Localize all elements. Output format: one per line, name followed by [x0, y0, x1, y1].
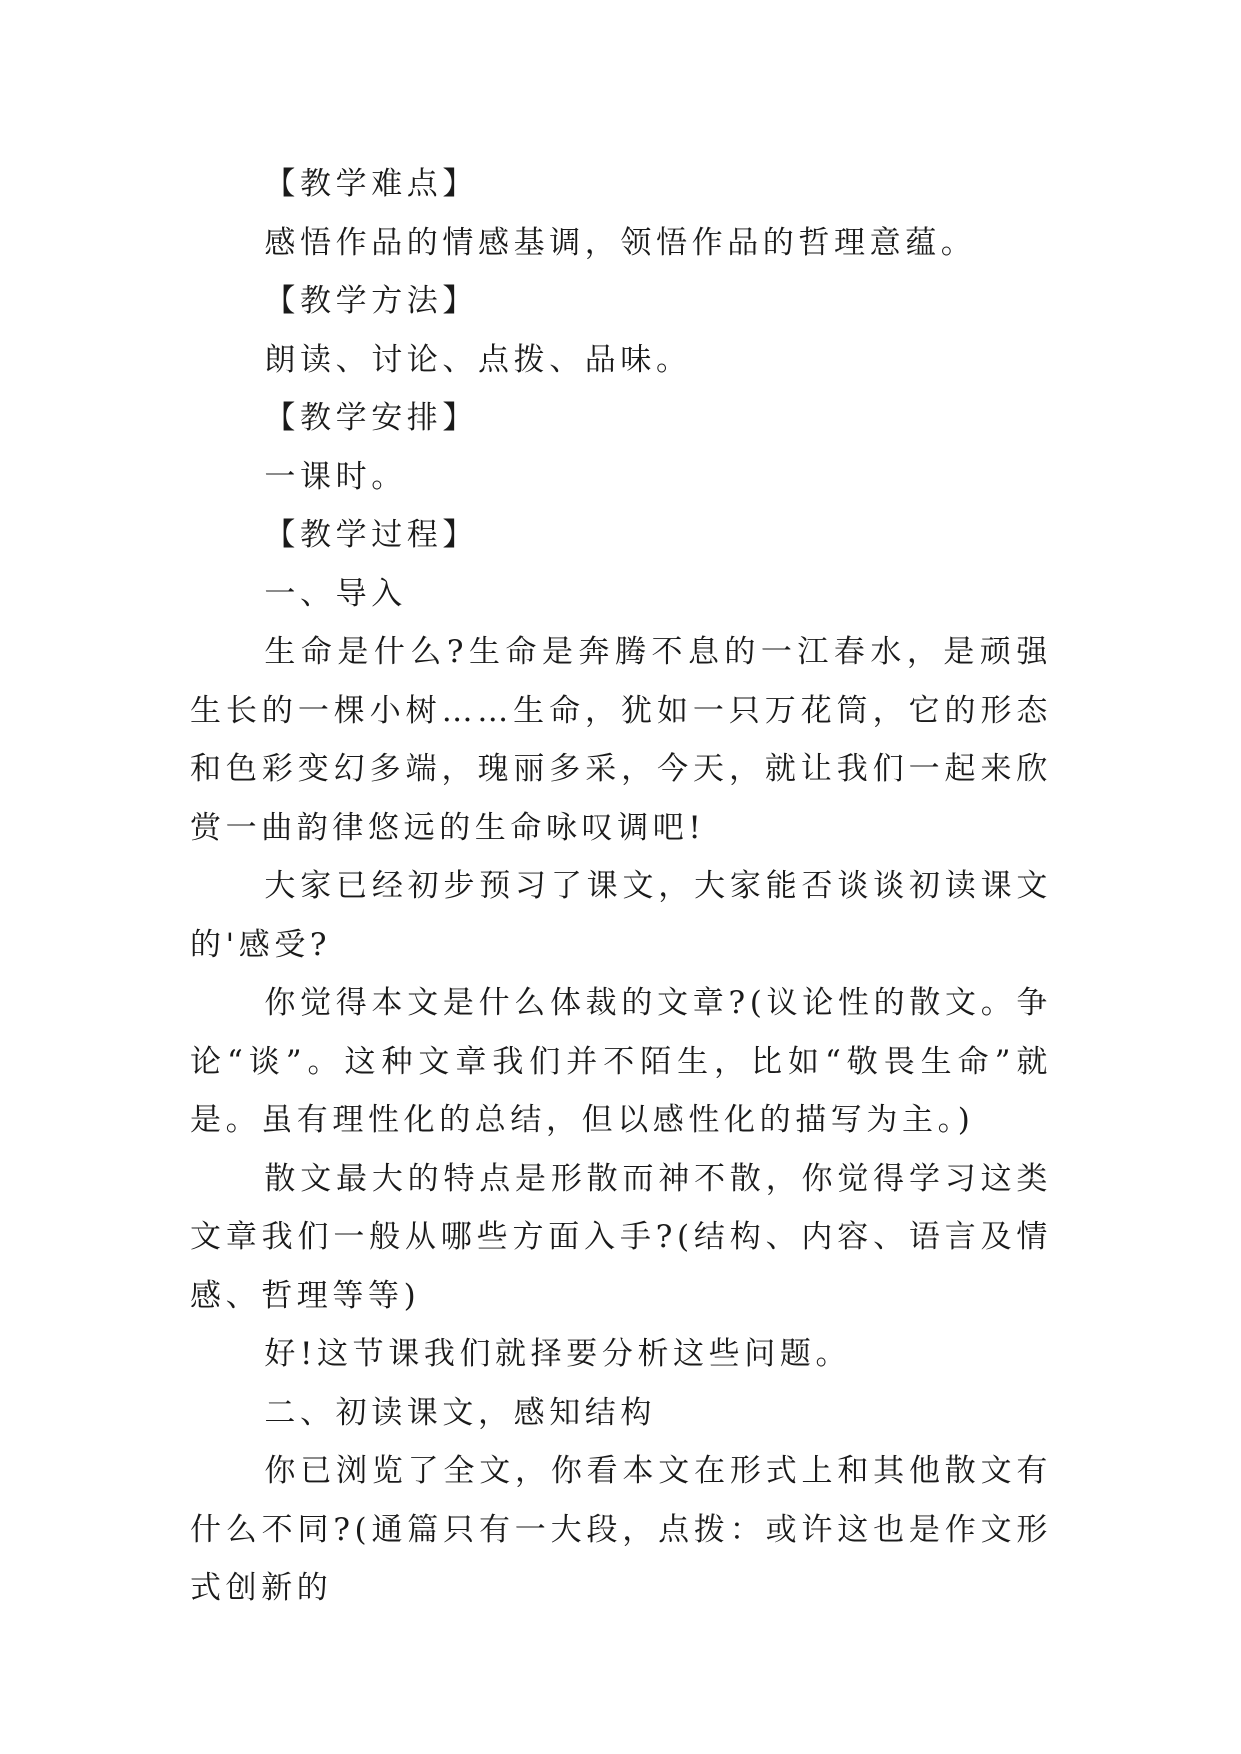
heading-teaching-process: 【教学过程】 — [264, 517, 478, 553]
paragraph-method-content: 朗读、讨论、点拨、品味。 — [264, 341, 692, 378]
heading-teaching-arrangement: 【教学安排】 — [264, 400, 478, 436]
paragraph-difficulty-content: 感悟作品的情感基调，领悟作品的哲理意蕴。 — [264, 224, 977, 261]
paragraph-genre-question: 你觉得本文是什么体裁的文章?(议论性的散文。争论“谈”。这种文章我们并不陌生，比如“敬畏生命”就是。虽有理性化的总结，但以感性化的描写为主。) — [190, 985, 1052, 1138]
paragraph-arrangement-content: 一课时。 — [264, 458, 407, 495]
heading-teaching-method: 【教学方法】 — [264, 283, 478, 319]
paragraph-lesson-goal: 好!这节课我们就择要分析这些问题。 — [264, 1336, 852, 1372]
paragraph-form-question: 你已浏览了全文，你看本文在形式上和其他散文有什么不同?(通篇只有一大段，点拨：或许这也是作文形式创新的 — [190, 1453, 1052, 1606]
document-body — [190, 155, 1052, 1618]
paragraph-prose-features: 散文最大的特点是形散而神不散，你觉得学习这类文章我们一般从哪些方面入手?(结构、内容、语言及情感、哲理等等) — [190, 1160, 1052, 1314]
section-heading-introduction: 一、导入 — [264, 575, 407, 612]
heading-teaching-difficulty: 【教学难点】 — [264, 166, 478, 202]
paragraph-preview-question: 大家已经初步预习了课文，大家能否谈谈初读课文的'感受? — [190, 868, 1052, 963]
paragraph-introduction: 生命是什么?生命是奔腾不息的一江春水，是顽强生长的一棵小树……生命，犹如一只万花筒，它的形态和色彩变幻多端，瑰丽多采，今天，就让我们一起来欣赏一曲韵律悠远的生命咏叹调吧! — [190, 634, 1052, 846]
section-heading-first-reading: 二、初读课文，感知结构 — [264, 1394, 656, 1431]
